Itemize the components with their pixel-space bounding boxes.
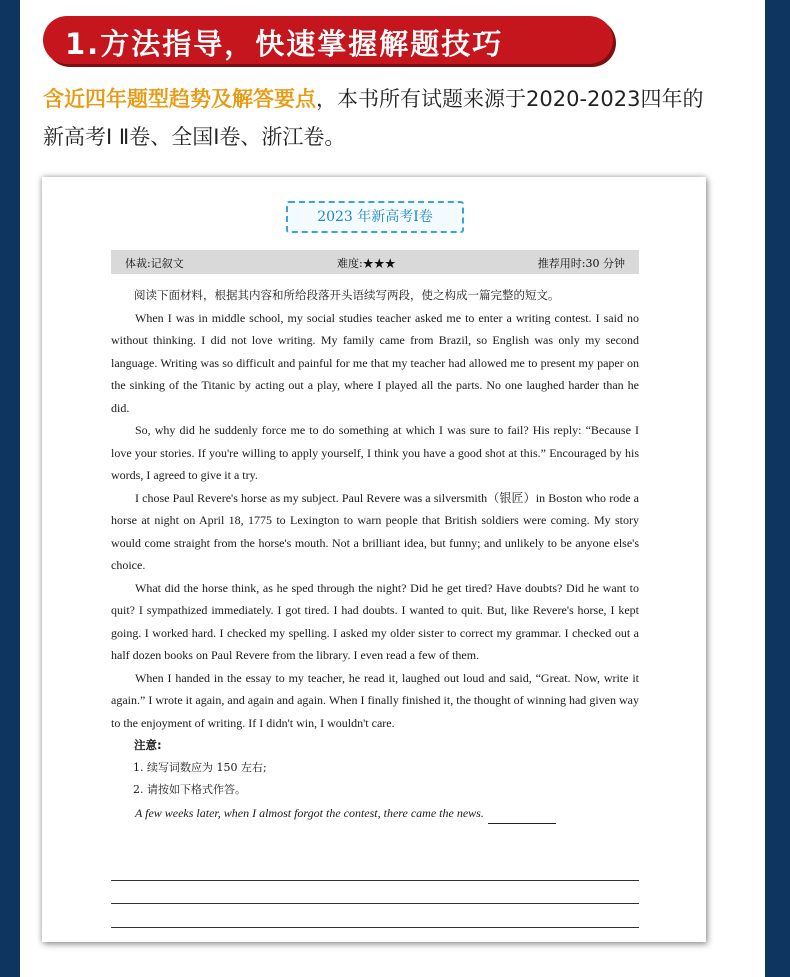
starter-text: A few weeks later, when I almost forgot the contest, there came the news. — [135, 805, 484, 820]
answer-line — [111, 857, 639, 881]
note-item: 2. 请按如下格式作答。 — [133, 783, 246, 796]
answer-line — [111, 904, 639, 928]
paragraph: What did the horse think, as he sped through the night? Did he get tired? Have doubts? Did he want to quit? I sympathized immediately. I got tired. I had doubts. I wanted to quit. But, like Revere's horse, I kept going. I worked hard. I checked my spelling. I asked my older sister to correct my grammar. I checked out a half dozen books on Paul Revere from the library. I even read a few of them. — [111, 580, 639, 662]
exam-title: 2023 年新高考Ⅰ卷 — [286, 201, 464, 233]
paragraph: When I handed in the essay to my teacher, he read it, laughed out loud and said, “Great. Now, write it again.” I wrote it again, and again and again. When I finally finished it, the thought of winning had given way to the enjoyment of writing. If I didn't win, I wouldn't care. — [111, 670, 639, 730]
time-label: 推荐用时:30 分钟 — [537, 257, 625, 270]
answer-blank — [488, 809, 556, 824]
answer-line — [111, 881, 639, 905]
difficulty-label: 难度:★★★ — [337, 257, 396, 270]
banner-title: 1.方法指导，快速掌握解题技巧 — [65, 27, 504, 61]
instruction: 阅读下面材料，根据其内容和所给段落开头语续写两段，使之构成一篇完整的短文。 — [134, 288, 560, 302]
intro-body: ，本书所有试题来源于2020-2023四年的新高考Ⅰ Ⅱ卷、全国Ⅰ卷、浙江卷。 — [43, 87, 704, 149]
genre-label: 体裁:记叙文 — [125, 257, 184, 270]
note-title: 注意: — [134, 738, 162, 752]
paragraph: I chose Paul Revere's horse as my subject. Paul Revere was a silversmith（银匠）in Boston who rode a horse at night on April 18, 1775 to Lexington to warn people that British soldiers were coming. My story would come straight from the horse's mouth. Not a brilliant idea, but funny; and unlikely to be anyone else's choice. — [111, 490, 639, 572]
paragraph: When I was in middle school, my social studies teacher asked me to enter a writing contest. I said no without thinking. I did not love writing. My family came from Brazil, so English was only my second language. Writing was so difficult and painful for me that my teacher had allowed me to present my paper on the sinking of the Titanic by acting out a play, where I played all the parts. No one laughed harder than he did. — [111, 310, 639, 415]
intro-text — [43, 80, 723, 156]
exam-paper-preview — [42, 177, 706, 942]
answer-lines — [111, 857, 639, 928]
paragraph: So, why did he suddenly force me to do something at which I was sure to fail? His reply: “Because I love your stories. If you're willing to apply yourself, I think you have a good shot at this.” Encouraged by his words, I agreed to give it a try. — [111, 423, 639, 482]
section-banner — [43, 16, 613, 64]
passage — [111, 284, 639, 824]
info-bar — [111, 250, 639, 274]
intro-highlight: 含近四年题型趋势及解答要点 — [43, 87, 316, 111]
note-item: 1. 续写词数应为 150 左右; — [133, 760, 267, 774]
continuation-starter — [111, 802, 639, 825]
